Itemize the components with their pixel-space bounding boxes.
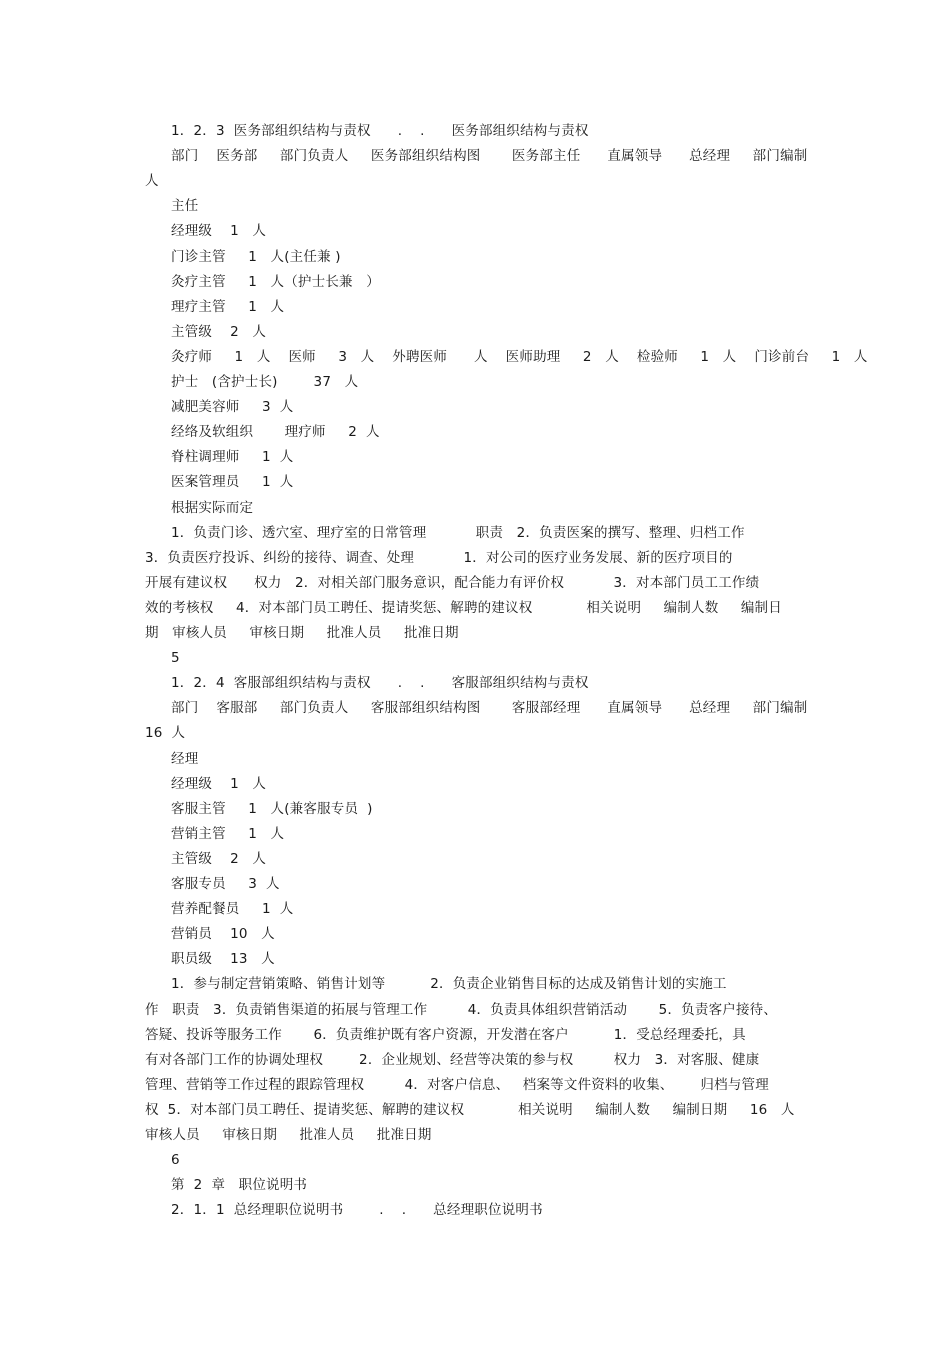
text-line: 主管级 2 人	[171, 850, 267, 867]
text-line: 经理级 1 人	[171, 223, 267, 240]
text-line: 作 职责 3．负责销售渠道的拓展与管理工作 4．负责具体组织营销活动 5．负责客户接待、	[145, 1001, 778, 1018]
text-line: 根据实际而定	[171, 499, 254, 516]
text-line: 审核人员 审核日期 批准人员 批准日期	[145, 1127, 432, 1143]
text-line: 主任	[171, 198, 199, 215]
text-line: 主管级 2 人	[171, 323, 267, 340]
text-line: 客服专员 3 人	[171, 876, 280, 892]
text-line: 人	[145, 173, 159, 190]
text-line: 2．1．1 总经理职位说明书 . . 总经理职位说明书	[171, 1202, 543, 1219]
text-line: 经理级 1 人	[171, 775, 267, 792]
text-line: 效的考核权 4．对本部门员工聘任、提请奖惩、解聘的建议权 相关说明 编制人数 编制日	[145, 599, 782, 616]
text-line: 5	[171, 650, 180, 667]
text-line: 营销员 10 人	[171, 926, 275, 943]
text-line: 灸疗主管 1 人（护士长兼 ）	[171, 273, 380, 290]
text-line: 经理	[171, 750, 199, 767]
text-line: 护士 (含护士长) 37 人	[171, 374, 359, 390]
text-line: 1．2．3 医务部组织结构与责权 . . 医务部组织结构与责权	[171, 123, 589, 139]
text-line: 营销主管 1 人	[171, 825, 285, 842]
text-line: 门诊主管 1 人(主任兼 )	[171, 248, 341, 265]
text-line: 理疗主管 1 人	[171, 298, 285, 315]
text-line: 1．负责门诊、透穴室、理疗室的日常管理 职责 2．负责医案的撰写、整理、归档工作	[171, 524, 745, 541]
text-line: 期 审核人员 审核日期 批准人员 批准日期	[145, 625, 459, 641]
text-line: 灸疗师 1 人 医师 3 人 外聘医师 人 医师助理 2 人 检验师 1 人 门诊前台 1 人	[171, 348, 868, 365]
text-line: 3．负责医疗投诉、纠纷的接待、调查、处理 1．对公司的医疗业务发展、新的医疗项目的	[145, 549, 733, 566]
text-line: 答疑、投诉等服务工作 6．负责维护既有客户资源，开发潜在客户 1．受总经理委托，具	[145, 1026, 746, 1043]
text-line: 经络及软组织 理疗师 2 人	[171, 424, 380, 441]
text-line: 职员级 13 人	[171, 951, 275, 968]
text-line: 6	[171, 1152, 180, 1169]
text-line: 1．参与制定营销策略、销售计划等 2．负责企业销售目标的达成及销售计划的实施工	[171, 976, 727, 993]
text-line: 有对各部门工作的协调处理权 2．企业规划、经营等决策的参与权 权力 3．对客服、健康	[145, 1051, 760, 1068]
text-line: 权 5．对本部门员工聘任、提请奖惩、解聘的建议权 相关说明 编制人数 编制日期 16 人	[145, 1101, 795, 1118]
text-line: 客服主管 1 人(兼客服专员 )	[171, 800, 373, 817]
text-line: 1．2．4 客服部组织结构与责权 . . 客服部组织结构与责权	[171, 675, 589, 692]
text-line: 减肥美容师 3 人	[171, 399, 294, 416]
text-line: 营养配餐员 1 人	[171, 901, 294, 918]
text-line: 管理、营销等工作过程的跟踪管理权 4．对客户信息、 档案等文件资料的收集、 归档与管理	[145, 1076, 769, 1093]
text-line: 第 2 章 职位说明书	[171, 1177, 308, 1194]
text-line: 医案管理员 1 人	[171, 474, 294, 491]
text-line: 脊柱调理师 1 人	[171, 449, 294, 466]
text-line: 部门 客服部 部门负责人 客服部组织结构图 客服部经理 直属领导 总经理 部门编制	[171, 700, 808, 717]
text-line: 开展有建议权 权力 2．对相关部门服务意识，配合能力有评价权 3．对本部门员工工作绩	[145, 574, 760, 591]
text-line: 部门 医务部 部门负责人 医务部组织结构图 医务部主任 直属领导 总经理 部门编制	[171, 148, 808, 165]
text-line: 16 人	[145, 725, 186, 742]
